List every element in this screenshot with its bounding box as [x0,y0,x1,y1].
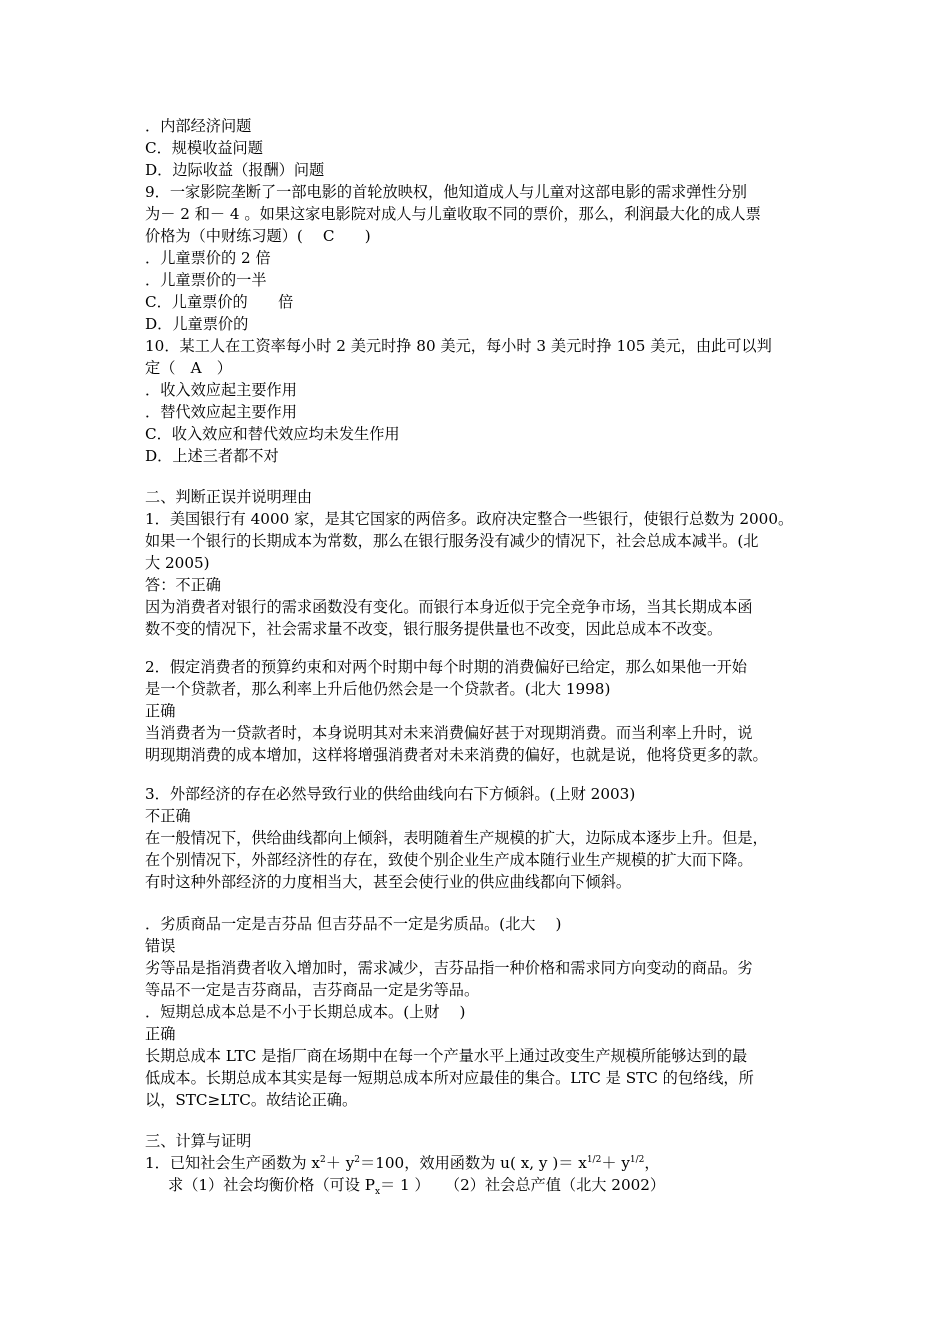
judgment-4-answer: 错误 [145,937,176,955]
judgment-2-answer: 正确 [145,702,176,720]
judgment-2-explanation-1: 当消费者为一贷款者时，本身说明其对未来消费偏好甚于对现期消费。而当利率上升时，说 [145,724,753,742]
judgment-5-line-1: ．短期总成本总是不小于长期总成本。(上财 ) [145,1003,466,1021]
judgment-4-explanation-1: 劣等品是指消费者收入增加时，需求减少，吉芬品指一种价格和需求同方向变动的商品。劣 [145,959,753,977]
calc-1-line-1: 1．已知社会生产函数为 $x^2+ y^2=100$，效用函数为 u( x, y )＝ $x^{1/2}+ y^{1/2}$， [145,1154,660,1172]
judgment-1-explanation-1: 因为消费者对银行的需求函数没有变化。而银行本身近似于完全竞争市场，当其长期成本函 [145,598,753,616]
judgment-1-explanation-2: 数不变的情况下，社会需求量不改变，银行服务提供量也不改变，因此总成本不改变。 [145,620,723,638]
judgment-4-line-1: ．劣质商品一定是吉芬品 但吉芬品不一定是劣质品。(北大 ) [145,915,562,933]
judgment-5-explanation-3: 以，STC≥LTC。故结论正确。 [145,1091,358,1109]
q9-option-a: ．儿童票价的 2 倍 [145,249,271,267]
q10-option-b: ．替代效应起主要作用 [145,403,297,421]
section-2-heading: 二、判断正误并说明理由 [145,488,313,506]
section-3-heading: 三、计算与证明 [145,1132,252,1150]
q9-option-b: ．儿童票价的一半 [145,271,267,289]
judgment-3-line-1: 3．外部经济的存在必然导致行业的供给曲线向右下方倾斜。(上财 2003) [145,785,636,803]
judgment-2-line-2: 是一个贷款者，那么利率上升后他仍然会是一个贷款者。(北大 1998) [145,680,611,698]
judgment-5-answer: 正确 [145,1025,176,1043]
q8-option-c: C．规模收益问题 [145,139,263,157]
judgment-2-explanation-2: 明现期消费的成本增加，这样将增强消费者对未来消费的偏好，也就是说，他将贷更多的款。 [145,746,768,764]
q10-option-a: ．收入效应起主要作用 [145,381,297,399]
judgment-3-explanation-1: 在一般情况下，供给曲线都向上倾斜，表明随着生产规模的扩大，边际成本逐步上升。但是， [145,829,768,847]
judgment-1-line-2: 如果一个银行的长期成本为常数，那么在银行服务没有减少的情况下，社会总成本减半。(北 [145,532,759,550]
q10-option-c: C．收入效应和替代效应均未发生作用 [145,425,400,443]
q9-stem-line-1: 9．一家影院垄断了一部电影的首轮放映权，他知道成人与儿童对这部电影的需求弹性分别 [145,183,747,201]
q9-stem-line-3: 价格为（中财练习题）( C ) [145,227,371,245]
judgment-3-answer: 不正确 [145,807,191,825]
q8-option-d: D．边际收益（报酬）问题 [145,161,325,179]
judgment-2-line-1: 2．假定消费者的预算约束和对两个时期中每个时期的消费偏好已给定，那么如果他一开始 [145,658,747,676]
q10-stem-line-2: 定（ A ） [145,359,232,377]
judgment-5-explanation-2: 低成本。长期总成本其实是每一短期总成本所对应最佳的集合。LTC 是 STC 的包络线，所 [145,1069,754,1087]
q9-option-c: C．儿童票价的 倍 [145,293,294,311]
q9-stem-line-2: 为－ 2 和－ 4 。如果这家电影院对成人与儿童收取不同的票价，那么，利润最大化的成人票 [145,205,761,223]
calc-1-number: 1． [145,1154,170,1172]
judgment-1-line-3: 大 2005) [145,554,210,572]
judgment-1-line-1: 1．美国银行有 4000 家，是其它国家的两倍多。政府决定整合一些银行，使银行总数为 2000。 [145,510,794,528]
judgment-5-explanation-1: 长期总成本 LTC 是指厂商在场期中在每一个产量水平上通过改变生产规模所能够达到的最 [145,1047,748,1065]
q8-option-b: ．内部经济问题 [145,117,252,135]
q10-option-d: D．上述三者都不对 [145,447,279,465]
judgment-4-explanation-2: 等品不一定是吉芬商品，吉芬商品一定是劣等品。 [145,981,480,999]
judgment-1-answer: 答：不正确 [145,576,221,594]
calc-1-line-2: 求（1）社会均衡价格（可设 $P_x= 1$ ） （2）社会总产值（北大 2002） [168,1176,666,1197]
judgment-3-explanation-3: 有时这种外部经济的力度相当大，甚至会使行业的供应曲线都向下倾斜。 [145,873,631,891]
judgment-3-explanation-2: 在个别情况下，外部经济性的存在，致使个别企业生产成本随行业生产规模的扩大而下降。 [145,851,753,869]
q9-option-d: D．儿童票价的 [145,315,249,333]
q10-stem-line-1: 10．某工人在工资率每小时 2 美元时挣 80 美元，每小时 3 美元时挣 105 美元，由此可以判 [145,337,772,355]
